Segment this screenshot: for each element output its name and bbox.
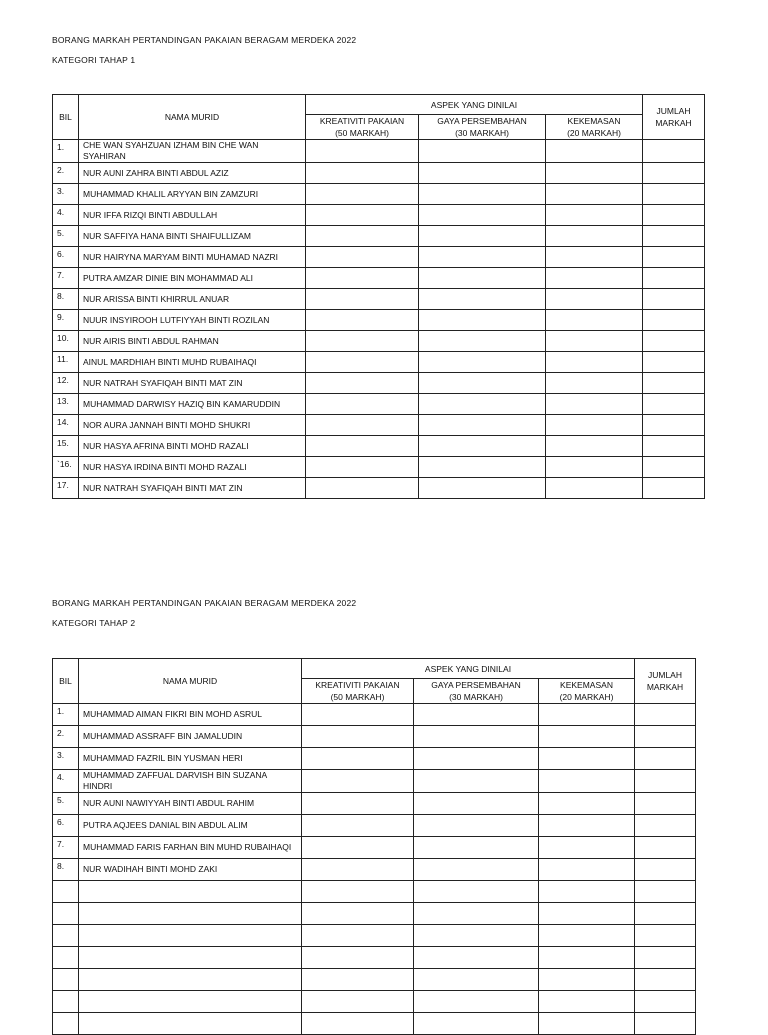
nama-murid-cell: CHE WAN SYAHZUAN IZHAM BIN CHE WAN SYAHIRAN — [79, 140, 306, 163]
header-nama-murid: NAMA MURID — [79, 659, 302, 704]
gaya-score-cell — [419, 184, 546, 205]
kreativiti-score-cell — [306, 478, 419, 499]
jumlah-markah-cell — [643, 415, 705, 436]
kekemasan-score-cell — [546, 457, 643, 478]
gaya-score-cell — [414, 748, 539, 770]
header-bil: BIL — [53, 95, 79, 140]
header-kekemasan-marks: (20 MARKAH) — [567, 128, 621, 138]
kreativiti-score-cell — [302, 969, 414, 991]
kreativiti-score-cell — [306, 373, 419, 394]
table-row — [53, 163, 705, 184]
bil-cell: 6. — [53, 815, 79, 837]
gaya-score-cell — [414, 793, 539, 815]
table-row — [53, 991, 696, 1013]
bil-cell: 4. — [53, 770, 79, 793]
header-kekemasan — [539, 679, 635, 704]
gaya-score-cell — [419, 247, 546, 268]
table-row — [53, 184, 705, 205]
jumlah-markah-cell — [635, 947, 696, 969]
table-row — [53, 436, 705, 457]
bil-cell — [53, 881, 79, 903]
nama-murid-cell: MUHAMMAD DARWISY HAZIQ BIN KAMARUDDIN — [79, 394, 306, 415]
table-row — [53, 903, 696, 925]
form2-category: KATEGORI TAHAP 2 — [52, 618, 136, 628]
table-row — [53, 815, 696, 837]
jumlah-markah-cell — [643, 205, 705, 226]
bil-cell: 3. — [53, 748, 79, 770]
kreativiti-score-cell — [306, 352, 419, 373]
gaya-score-cell — [414, 704, 539, 726]
kekemasan-score-cell — [546, 394, 643, 415]
jumlah-markah-cell — [643, 268, 705, 289]
nama-murid-cell: MUHAMMAD ASSRAFF BIN JAMALUDIN — [79, 726, 302, 748]
score-table-tahap-1 — [52, 94, 705, 499]
jumlah-markah-cell — [635, 969, 696, 991]
header-jumlah-line2: MARKAH — [655, 118, 692, 128]
header-gaya-marks: (30 MARKAH) — [455, 128, 509, 138]
jumlah-markah-cell — [643, 457, 705, 478]
gaya-score-cell — [419, 394, 546, 415]
table-body-tahap-1 — [53, 140, 705, 499]
table-row — [53, 770, 696, 793]
kekemasan-score-cell — [539, 947, 635, 969]
jumlah-markah-cell — [635, 748, 696, 770]
jumlah-markah-cell — [635, 726, 696, 748]
gaya-score-cell — [414, 770, 539, 793]
nama-murid-cell — [79, 969, 302, 991]
jumlah-markah-cell — [635, 925, 696, 947]
gaya-score-cell — [419, 331, 546, 352]
table-row — [53, 859, 696, 881]
header-jumlah-markah — [643, 95, 705, 140]
jumlah-markah-cell — [635, 704, 696, 726]
jumlah-markah-cell — [635, 793, 696, 815]
nama-murid-cell: NUR AUNI NAWIYYAH BINTI ABDUL RAHIM — [79, 793, 302, 815]
gaya-score-cell — [414, 947, 539, 969]
table-row — [53, 394, 705, 415]
kreativiti-score-cell — [306, 226, 419, 247]
header-jumlah-line2: MARKAH — [646, 682, 684, 692]
header-kekemasan-label: KEKEMASAN — [567, 116, 621, 126]
header-kreativiti-label: KREATIVITI PAKAIAN — [319, 116, 405, 126]
table-row — [53, 726, 696, 748]
nama-murid-cell: MUHAMMAD FAZRIL BIN YUSMAN HERI — [79, 748, 302, 770]
nama-murid-cell: NUR SAFFIYA HANA BINTI SHAIFULLIZAM — [79, 226, 306, 247]
table-row — [53, 748, 696, 770]
jumlah-markah-cell — [643, 163, 705, 184]
nama-murid-cell: NUR AUNI ZAHRA BINTI ABDUL AZIZ — [79, 163, 306, 184]
form1-title: BORANG MARKAH PERTANDINGAN PAKAIAN BERAGAM MERDEKA 2022 — [52, 35, 357, 45]
jumlah-markah-cell — [643, 247, 705, 268]
jumlah-markah-cell — [643, 436, 705, 457]
header-jumlah-line1: JUMLAH — [647, 670, 682, 680]
kreativiti-score-cell — [306, 268, 419, 289]
table-row — [53, 247, 705, 268]
gaya-score-cell — [419, 205, 546, 226]
table-body-tahap-2 — [53, 704, 696, 1035]
gaya-score-cell — [414, 881, 539, 903]
header-kreativiti-label: KREATIVITI PAKAIAN — [315, 680, 400, 690]
kekemasan-score-cell — [539, 969, 635, 991]
bil-cell: 17. — [53, 478, 79, 499]
header-gaya-marks: (30 MARKAH) — [449, 692, 503, 702]
kreativiti-score-cell — [306, 436, 419, 457]
bil-cell: 15. — [53, 436, 79, 457]
kreativiti-score-cell — [302, 726, 414, 748]
jumlah-markah-cell — [643, 184, 705, 205]
kekemasan-score-cell — [539, 881, 635, 903]
gaya-score-cell — [414, 837, 539, 859]
gaya-score-cell — [414, 903, 539, 925]
kekemasan-score-cell — [539, 903, 635, 925]
nama-murid-cell: NUR NATRAH SYAFIQAH BINTI MAT ZIN — [79, 373, 306, 394]
header-kekemasan — [546, 115, 643, 140]
kekemasan-score-cell — [546, 289, 643, 310]
header-gaya-label: GAYA PERSEMBAHAN — [431, 680, 521, 690]
gaya-score-cell — [419, 163, 546, 184]
table-row — [53, 226, 705, 247]
table-row — [53, 969, 696, 991]
kekemasan-score-cell — [539, 704, 635, 726]
kekemasan-score-cell — [539, 770, 635, 793]
kreativiti-score-cell — [302, 793, 414, 815]
header-kreativiti-marks: (50 MARKAH) — [330, 692, 385, 702]
table-row — [53, 478, 705, 499]
jumlah-markah-cell — [643, 140, 705, 163]
jumlah-markah-cell — [635, 881, 696, 903]
gaya-score-cell — [414, 815, 539, 837]
header-kreativiti — [306, 115, 419, 140]
jumlah-markah-cell — [635, 837, 696, 859]
bil-cell — [53, 947, 79, 969]
jumlah-markah-cell — [643, 478, 705, 499]
nama-murid-cell: NUR IFFA RIZQI BINTI ABDULLAH — [79, 205, 306, 226]
table-row — [53, 331, 705, 352]
jumlah-markah-cell — [635, 903, 696, 925]
gaya-score-cell — [419, 373, 546, 394]
nama-murid-cell — [79, 925, 302, 947]
gaya-score-cell — [419, 415, 546, 436]
kreativiti-score-cell — [302, 881, 414, 903]
table-row — [53, 140, 705, 163]
nama-murid-cell: MUHAMMAD KHALIL ARYYAN BIN ZAMZURI — [79, 184, 306, 205]
bil-cell — [53, 903, 79, 925]
bil-cell: 3. — [53, 184, 79, 205]
kekemasan-score-cell — [546, 268, 643, 289]
table-row — [53, 925, 696, 947]
bil-cell: 8. — [53, 289, 79, 310]
bil-cell: 7. — [53, 837, 79, 859]
bil-cell: 2. — [53, 726, 79, 748]
bil-cell: 8. — [53, 859, 79, 881]
kreativiti-score-cell — [302, 704, 414, 726]
table-row — [53, 310, 705, 331]
gaya-score-cell — [419, 289, 546, 310]
jumlah-markah-cell — [643, 373, 705, 394]
bil-cell: 14. — [53, 415, 79, 436]
score-table-tahap-2 — [52, 658, 696, 1035]
kekemasan-score-cell — [539, 793, 635, 815]
nama-murid-cell: NUUR INSYIROOH LUTFIYYAH BINTI ROZILAN — [79, 310, 306, 331]
nama-murid-cell: MUHAMMAD FARIS FARHAN BIN MUHD RUBAIHAQI — [79, 837, 302, 859]
header-gaya — [419, 115, 546, 140]
nama-murid-cell: NUR HASYA AFRINA BINTI MOHD RAZALI — [79, 436, 306, 457]
gaya-score-cell — [414, 925, 539, 947]
kreativiti-score-cell — [302, 925, 414, 947]
nama-murid-cell — [79, 991, 302, 1013]
nama-murid-cell: AINUL MARDHIAH BINTI MUHD RUBAIHAQI — [79, 352, 306, 373]
bil-cell — [53, 991, 79, 1013]
gaya-score-cell — [419, 226, 546, 247]
jumlah-markah-cell — [635, 991, 696, 1013]
nama-murid-cell: NUR HAIRYNA MARYAM BINTI MUHAMAD NAZRI — [79, 247, 306, 268]
kreativiti-score-cell — [306, 289, 419, 310]
table-row — [53, 373, 705, 394]
form1-category: KATEGORI TAHAP 1 — [52, 55, 136, 65]
bil-cell: 11. — [53, 352, 79, 373]
kekemasan-score-cell — [546, 140, 643, 163]
table-row — [53, 415, 705, 436]
bil-cell — [53, 969, 79, 991]
kekemasan-score-cell — [546, 184, 643, 205]
bil-cell: 6. — [53, 247, 79, 268]
kekemasan-score-cell — [546, 352, 643, 373]
kekemasan-score-cell — [539, 859, 635, 881]
gaya-score-cell — [419, 436, 546, 457]
header-kreativiti-marks: (50 MARKAH) — [335, 128, 389, 138]
nama-murid-cell: PUTRA AMZAR DINIE BIN MOHAMMAD ALI — [79, 268, 306, 289]
kreativiti-score-cell — [302, 859, 414, 881]
kreativiti-score-cell — [306, 184, 419, 205]
header-jumlah-markah — [635, 659, 696, 704]
bil-cell: 4. — [53, 205, 79, 226]
form2-title: BORANG MARKAH PERTANDINGAN PAKAIAN BERAGAM MERDEKA 2022 — [52, 598, 357, 608]
jumlah-markah-cell — [635, 770, 696, 793]
kekemasan-score-cell — [546, 436, 643, 457]
gaya-score-cell — [419, 268, 546, 289]
nama-murid-cell: NUR NATRAH SYAFIQAH BINTI MAT ZIN — [79, 478, 306, 499]
bil-cell: 9. — [53, 310, 79, 331]
header-aspek-yang-dinilai: ASPEK YANG DINILAI — [306, 95, 643, 115]
nama-murid-cell — [79, 903, 302, 925]
kekemasan-score-cell — [546, 226, 643, 247]
nama-murid-cell: PUTRA AQJEES DANIAL BIN ABDUL ALIM — [79, 815, 302, 837]
kekemasan-score-cell — [546, 163, 643, 184]
jumlah-markah-cell — [643, 310, 705, 331]
gaya-score-cell — [419, 140, 546, 163]
bil-cell: `16. — [53, 457, 79, 478]
bil-cell: 1. — [53, 704, 79, 726]
kreativiti-score-cell — [306, 394, 419, 415]
kekemasan-score-cell — [539, 925, 635, 947]
table-row — [53, 881, 696, 903]
kreativiti-score-cell — [302, 770, 414, 793]
bil-cell: 2. — [53, 163, 79, 184]
gaya-score-cell — [414, 991, 539, 1013]
kreativiti-score-cell — [302, 837, 414, 859]
bil-cell: 1. — [53, 140, 79, 163]
jumlah-markah-cell — [643, 289, 705, 310]
kreativiti-score-cell — [306, 415, 419, 436]
bil-cell: 10. — [53, 331, 79, 352]
jumlah-markah-cell — [643, 331, 705, 352]
kreativiti-score-cell — [302, 815, 414, 837]
kekemasan-score-cell — [546, 310, 643, 331]
nama-murid-cell: MUHAMMAD AIMAN FIKRI BIN MOHD ASRUL — [79, 704, 302, 726]
nama-murid-cell — [79, 881, 302, 903]
bil-cell: 12. — [53, 373, 79, 394]
kekemasan-score-cell — [539, 991, 635, 1013]
kekemasan-score-cell — [546, 331, 643, 352]
kreativiti-score-cell — [302, 991, 414, 1013]
kekemasan-score-cell — [546, 373, 643, 394]
kreativiti-score-cell — [302, 947, 414, 969]
nama-murid-cell: MUHAMMAD ZAFFUAL DARVISH BIN SUZANA HINDRI — [79, 770, 302, 793]
header-jumlah-line1: JUMLAH — [656, 106, 691, 116]
kekemasan-score-cell — [539, 837, 635, 859]
kreativiti-score-cell — [302, 748, 414, 770]
nama-murid-cell: NUR ARISSA BINTI KHIRRUL ANUAR — [79, 289, 306, 310]
header-nama-murid: NAMA MURID — [79, 95, 306, 140]
kreativiti-score-cell — [306, 205, 419, 226]
bil-cell: 7. — [53, 268, 79, 289]
bil-cell: 5. — [53, 226, 79, 247]
table-row — [53, 289, 705, 310]
gaya-score-cell — [414, 726, 539, 748]
header-aspek-yang-dinilai: ASPEK YANG DINILAI — [302, 659, 635, 679]
table-row — [53, 457, 705, 478]
kekemasan-score-cell — [546, 478, 643, 499]
gaya-score-cell — [419, 352, 546, 373]
kreativiti-score-cell — [306, 310, 419, 331]
kekemasan-score-cell — [539, 748, 635, 770]
table-row — [53, 947, 696, 969]
kreativiti-score-cell — [306, 331, 419, 352]
table-row — [53, 268, 705, 289]
table-row — [53, 793, 696, 815]
header-gaya-label: GAYA PERSEMBAHAN — [437, 116, 527, 126]
jumlah-markah-cell — [643, 226, 705, 247]
nama-murid-cell: NOR AURA JANNAH BINTI MOHD SHUKRI — [79, 415, 306, 436]
kekemasan-score-cell — [546, 205, 643, 226]
gaya-score-cell — [419, 310, 546, 331]
gaya-score-cell — [414, 859, 539, 881]
jumlah-markah-cell — [635, 815, 696, 837]
jumlah-markah-cell — [643, 352, 705, 373]
table-row — [53, 205, 705, 226]
bil-cell: 13. — [53, 394, 79, 415]
kreativiti-score-cell — [306, 163, 419, 184]
kekemasan-score-cell — [546, 247, 643, 268]
kekemasan-score-cell — [539, 815, 635, 837]
jumlah-markah-cell — [635, 859, 696, 881]
kekemasan-score-cell — [546, 415, 643, 436]
gaya-score-cell — [419, 478, 546, 499]
kekemasan-score-cell — [539, 726, 635, 748]
nama-murid-cell — [79, 947, 302, 969]
kreativiti-score-cell — [306, 140, 419, 163]
kreativiti-score-cell — [306, 247, 419, 268]
table-row — [53, 837, 696, 859]
kreativiti-score-cell — [306, 457, 419, 478]
table-row — [53, 704, 696, 726]
header-gaya — [414, 679, 539, 704]
nama-murid-cell: NUR WADIHAH BINTI MOHD ZAKI — [79, 859, 302, 881]
header-kreativiti — [302, 679, 414, 704]
bil-cell: 5. — [53, 793, 79, 815]
bil-cell — [53, 925, 79, 947]
table-row — [53, 352, 705, 373]
nama-murid-cell: NUR AIRIS BINTI ABDUL RAHMAN — [79, 331, 306, 352]
header-kekemasan-marks: (20 MARKAH) — [559, 692, 614, 702]
jumlah-markah-cell — [643, 394, 705, 415]
header-kekemasan-label: KEKEMASAN — [560, 680, 613, 690]
header-bil: BIL — [53, 659, 79, 704]
kreativiti-score-cell — [302, 903, 414, 925]
nama-murid-cell: NUR HASYA IRDINA BINTI MOHD RAZALI — [79, 457, 306, 478]
gaya-score-cell — [414, 969, 539, 991]
gaya-score-cell — [419, 457, 546, 478]
